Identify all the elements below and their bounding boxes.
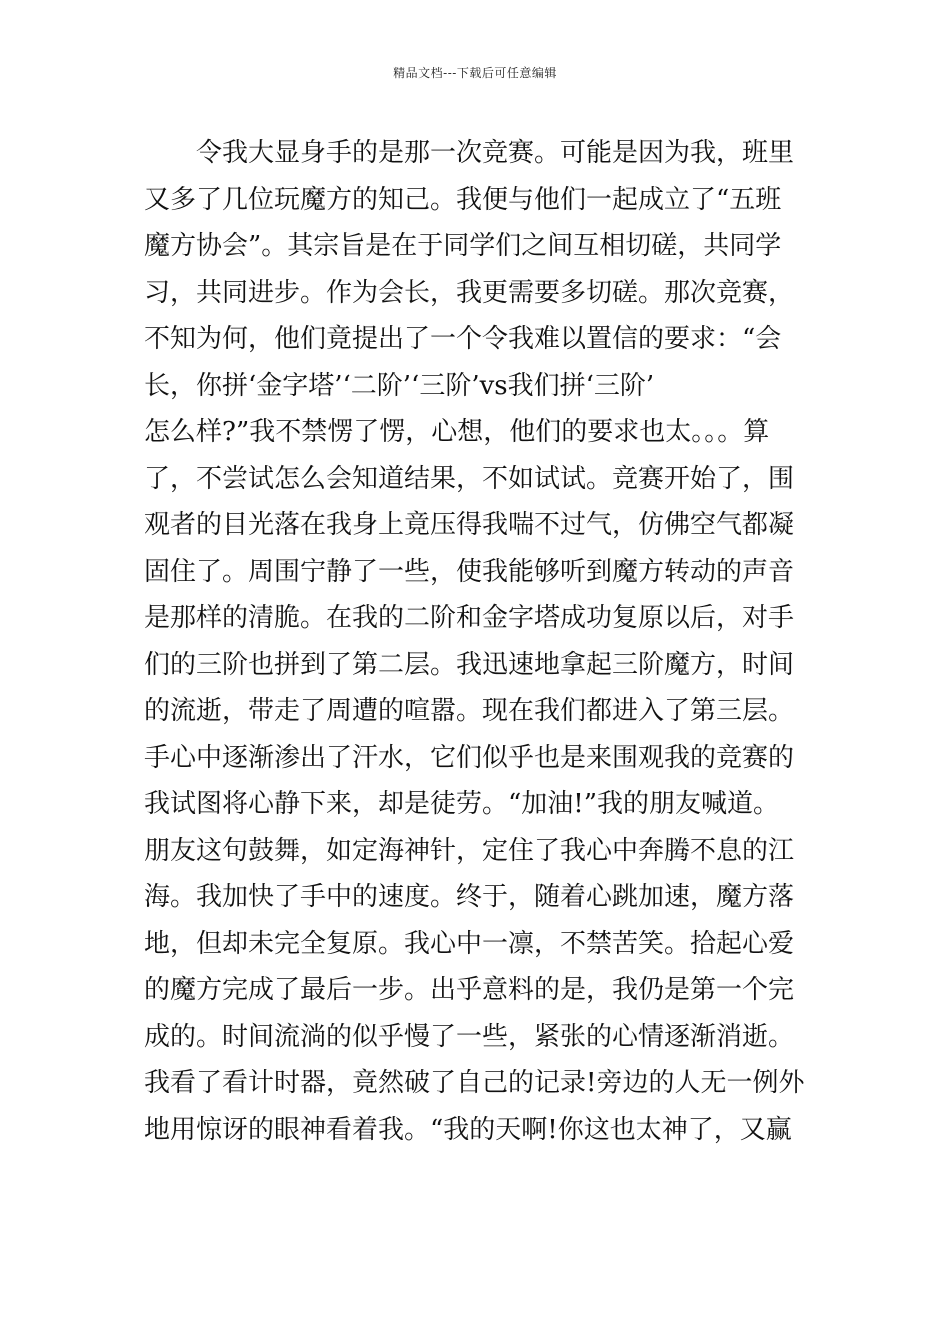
text-line: 我看了看计时器，竟然破了自己的记录!旁边的人无一例外 [144,1068,805,1098]
text-line: 海。我加快了手中的速度。终于，随着心跳加速，魔方落 [144,882,795,912]
text-line: 我试图将心静下来，却是徒劳。“加油!”我的朋友喊道。 [144,789,780,819]
text-line: 怎么样?”我不禁愣了愣，心想，他们的要求也太。。。算 [144,417,770,447]
text-line: 朋友这句鼓舞，如定海神针，定住了我心中奔腾不息的江 [144,835,795,866]
body-paragraph [144,130,808,1153]
text-line: 地，但却未完全复原。我心中一凛，不禁苦笑。拾起心爱 [144,928,795,959]
text-line: 成的。时间流淌的似乎慢了一些，紧张的心情逐渐消逝。 [144,1021,795,1052]
text-line: 地用惊讶的眼神看着我。“我的天啊!你这也太神了，又赢 [144,1114,792,1145]
text-line: 固住了。周围宁静了一些，使我能够听到魔方转动的声音 [144,556,795,587]
text-line: 观者的目光落在我身上竟压得我喘不过气，仿佛空气都凝 [144,510,795,540]
text-line: 又多了几位玩魔方的知己。我便与他们一起成立了“五班 [144,184,782,215]
text-line: 是那样的清脆。在我的二阶和金字塔成功复原以后，对手 [144,603,795,633]
page-header: 精品文档---下载后可任意编辑 [393,66,557,80]
text-line: 长，你拼‘金字塔’‘二阶’‘三阶’vs我们拼‘三阶’ [144,370,655,401]
text-line: 令我大显身手的是那一次竞赛。可能是因为我，班里 [196,138,795,168]
text-line: 魔方协会”。其宗旨是在于同学们之间互相切磋，共同学 [144,231,782,261]
text-line: 的魔方完成了最后一步。出乎意料的是，我仍是第一个完 [144,975,795,1005]
text-line: 们的三阶也拼到了第二层。我迅速地拿起三阶魔方，时间 [144,649,795,680]
text-line: 手心中逐渐渗出了汗水，它们似乎也是来围观我的竞赛的 [144,742,795,773]
text-line: 不知为何，他们竟提出了一个令我难以置信的要求：“会 [144,324,782,354]
text-line: 了，不尝试怎么会知道结果，不如试试。竞赛开始了，围 [144,463,795,494]
text-line: 的流逝，带走了周遭的喧嚣。现在我们都进入了第三层。 [144,696,795,726]
text-line: 习，共同进步。作为会长，我更需要多切磋。那次竞赛， [144,277,795,308]
